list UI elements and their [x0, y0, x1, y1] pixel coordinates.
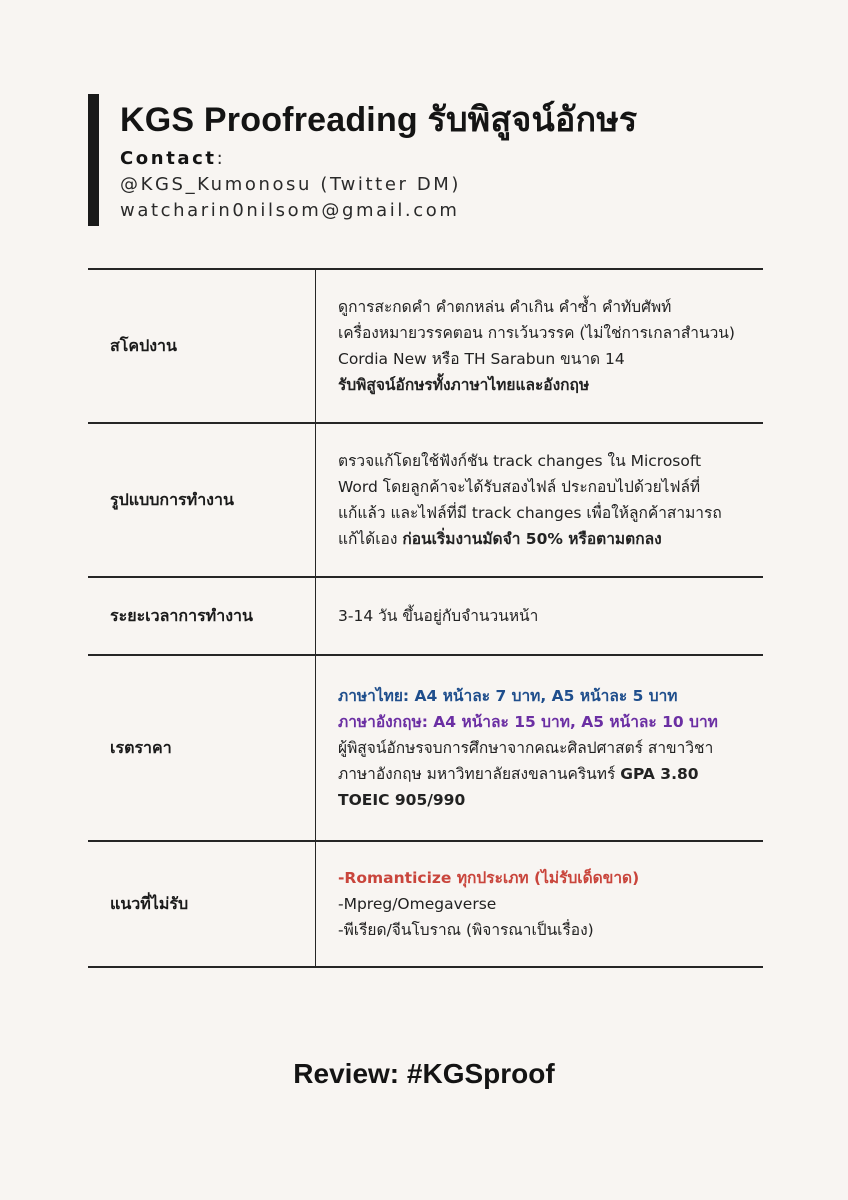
- info-table: [88, 268, 763, 968]
- row-value: [316, 269, 764, 423]
- row-value: [316, 655, 764, 841]
- rejected-line-2: -Mpreg/Omegaverse: [338, 895, 497, 913]
- row-value: [316, 423, 764, 577]
- row-label: แนวที่ไม่รับ: [88, 841, 316, 967]
- credentials-line-1: ผู้พิสูจน์อักษรจบการศึกษาจากคณะศิลปศาสตร์ สาขาวิชา: [338, 739, 714, 757]
- deposit-note: ก่อนเริ่มงานมัดจำ 50% หรือตามตกลง: [402, 530, 662, 548]
- scope-line-3: Cordia New หรือ TH Sarabun ขนาด 14: [338, 350, 625, 368]
- contact-heading: [120, 146, 461, 172]
- header: [88, 94, 788, 226]
- table-row-workflow: [88, 423, 763, 577]
- contact-colon: :: [216, 148, 226, 169]
- row-label: สโคปงาน: [88, 269, 316, 423]
- workflow-line-1: ตรวจแก้โดยใช้ฟังก์ชัน track changes ใน Microsoft: [338, 452, 702, 470]
- rejected-romanticize: -Romanticize ทุกประเภท (ไม่รับเด็ดขาด): [338, 869, 640, 887]
- gpa: GPA 3.80: [620, 765, 699, 783]
- row-label: เรตราคา: [88, 655, 316, 841]
- row-value: [316, 577, 764, 655]
- workflow-line-2: Word โดยลูกค้าจะได้รับสองไฟล์ ประกอบไปด้วยไฟล์ที่: [338, 478, 701, 496]
- english-rate: ภาษาอังกฤษ: A4 หน้าละ 15 บาท, A5 หน้าละ 10 บาท: [338, 713, 718, 731]
- rejected-line-3: -พีเรียด/จีนโบราณ (พิจารณาเป็นเรื่อง): [338, 921, 594, 939]
- page-title: KGS Proofreading รับพิสูจน์อักษร: [120, 101, 638, 139]
- workflow-line-4: [338, 526, 753, 552]
- contact-block: [120, 146, 461, 224]
- table-row-scope: [88, 269, 763, 423]
- contact-twitter: @KGS_Kumonosu (Twitter DM): [120, 174, 462, 195]
- contact-email: watcharin0nilsom@gmail.com: [120, 200, 460, 221]
- scope-line-2: เครื่องหมายวรรคตอน การเว้นวรรค (ไม่ใช่การเกลาสำนวน): [338, 324, 735, 342]
- row-label: ระยะเวลาการทำงาน: [88, 577, 316, 655]
- toeic-score: TOEIC 905/990: [338, 791, 466, 809]
- scope-bold-line: รับพิสูจน์อักษรทั้งภาษาไทยและอังกฤษ: [338, 376, 590, 394]
- credentials-line-2-plain: ภาษาอังกฤษ มหาวิทยาลัยสงขลานครินทร์: [338, 765, 621, 783]
- workflow-line-3: แก้แล้ว และไฟล์ที่มี track changes เพื่อให้ลูกค้าสามารถ: [338, 504, 722, 522]
- table-row-rates: [88, 655, 763, 841]
- thai-rate: ภาษาไทย: A4 หน้าละ 7 บาท, A5 หน้าละ 5 บาท: [338, 687, 678, 705]
- credentials-line-2: [338, 761, 753, 787]
- row-label: รูปแบบการทำงาน: [88, 423, 316, 577]
- table-row-rejected: [88, 841, 763, 967]
- row-value: [316, 841, 764, 967]
- workflow-line-4-plain: แก้ได้เอง: [338, 530, 403, 548]
- duration-line: 3-14 วัน ขึ้นอยู่กับจำนวนหน้า: [338, 607, 539, 625]
- scope-line-1: ดูการสะกดคำ คำตกหล่น คำเกิน คำซ้ำ คำทับศัพท์: [338, 298, 672, 316]
- accent-bar: [88, 94, 99, 226]
- contact-label: Contact: [120, 148, 217, 169]
- review-hashtag: Review: #KGSproof: [293, 1058, 555, 1089]
- table-row-duration: [88, 577, 763, 655]
